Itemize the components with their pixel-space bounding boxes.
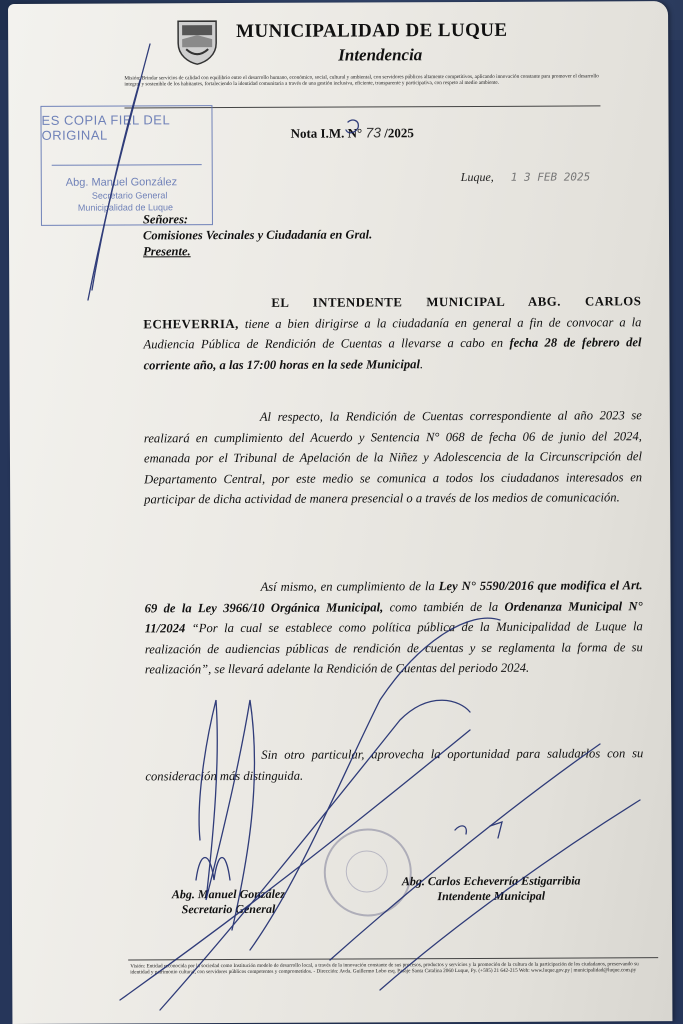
closing-text: Sin otro particular, aprovecha la oportunidad para saludarlos con su consideración más distinguida. <box>145 746 644 783</box>
footer-divider <box>128 957 658 960</box>
note-prefix: Nota I.M. N° <box>290 125 363 141</box>
legal-text-c: como también de la <box>383 599 505 614</box>
mayor-name: Abg. Carlos Echeverría Estigarribia <box>401 873 581 889</box>
mission-statement: Misión: Brindar servicios de calidad con equilibrio entre el desarrollo humano, económico, social, cultural y ambiental, con servidores públicos altamente competitivos, aplicando innovación constante para promover el desarrollo integral y sostenible de los habitantes, fortaleciendo la identidad comunitaria a través de una gestión inclusiva, eficiente, transparente y participativa, con respeto al medio ambiente. <box>124 73 599 88</box>
institution-name: MUNICIPALIDAD DE LUQUE <box>236 19 508 43</box>
paragraph-closing <box>145 743 643 786</box>
legal-text-e: “Por la cual se establece como política pública de la Municipalidad de Luque la realización de audiencias públicas de rendición de cuentas y se reglamenta la forma de su realización”, se llevará adelante la Rendición de Cuentas del periodo 2024. <box>144 619 643 677</box>
stamp-role: Secretario General <box>91 190 168 201</box>
stamp-title: ES COPIA FIEL DEL ORIGINAL <box>41 112 170 143</box>
law-reference: Ley N° 5590/2016 que modifica el Art. 69 de la Ley 3966/10 Orgánica Municipal, <box>144 578 643 615</box>
stamp-rule <box>52 164 202 166</box>
document-page <box>8 1 672 1024</box>
addressee-salutation: Señores: <box>142 212 189 227</box>
signature-secretary <box>172 887 285 917</box>
secretary-role: Secretario General <box>181 901 276 917</box>
secretary-name: Abg. Manuel González <box>171 886 285 902</box>
stamp-org: Municipalidad de Luque <box>77 202 173 213</box>
addressee-recipients: Comisiones Vecinales y Ciudadanía en Gral. <box>142 227 373 243</box>
paragraph-convocation <box>143 291 641 375</box>
office-name: Intendencia <box>338 45 423 65</box>
date-stamp: 1 3 FEB 2025 <box>510 170 591 184</box>
legal-text-a: Así mismo, en cumplimiento de la <box>260 579 439 594</box>
mayor-role: Intendente Municipal <box>437 888 546 904</box>
municipal-crest-icon <box>176 19 218 65</box>
paragraph-convocation-text: tiene a bien dirigirse a la ciudadanía en general a fin de convocar a la Audiencia Pública de Rendición de Cuentas a llevarse a cabo en <box>143 314 642 352</box>
vision-statement: Visión: Entidad reconocida por la sociedad como Institución modelo de desarrollo local, a través de la innovación constante de sus procesos, productos y servicios y la promoción de la cultura de la participación de los ciudadanos, preservando su identidad y patrimonio cultural, con servidores públicos competentes y comprometidos. - Dirección: Avda. Guillermo Lobo esq. Pasaje Santa Catalina 2060 Luque, Py. (+595) 21 642-215 Web: www.luque.gov.py | municipalidad@luque.com.py <box>130 961 639 976</box>
paragraph-legal-basis <box>145 575 643 680</box>
mayor-heading: EL INTENDENTE MUNICIPAL ABG. CARLOS ECHEVERRIA, <box>143 294 642 331</box>
signature-mayor <box>402 874 581 905</box>
certified-copy-stamp <box>40 105 213 226</box>
note-year: /2025 <box>384 125 414 141</box>
note-reference <box>291 124 414 142</box>
ordinance-reference: Ordenanza Municipal N° 11/2024 <box>144 598 643 636</box>
paragraph-2023-text: Al respecto, la Rendición de Cuentas correspondiente al año 2023 se realizará en cumplimiento del Acuerdo y Sentencia N° 068 de fecha 06 de junio del 2024, emanada por el Tribunal de Apelación de la Niñez y Adolescencia de la Circunscripción del Departamento Central, por este medio se comunica a todos los ciudadanos interesados en participar de dicha actividad de manera presencial o a través de los medios de comunicación. <box>143 408 643 507</box>
municipal-seal <box>324 828 412 916</box>
paragraph-convocation-end: . <box>419 356 424 371</box>
stamp-name: Abg. Manuel González <box>65 176 178 189</box>
note-number: 73 <box>365 124 382 141</box>
date-place: Luque, <box>460 169 494 185</box>
date-line <box>461 169 591 185</box>
event-date-time: fecha 28 de febrero del corriente año, a las 17:00 horas en la sede Municipal <box>143 335 642 372</box>
addressee-presente: Presente. <box>143 244 191 259</box>
paragraph-2023-report <box>144 405 642 510</box>
addressee-block <box>143 210 372 259</box>
